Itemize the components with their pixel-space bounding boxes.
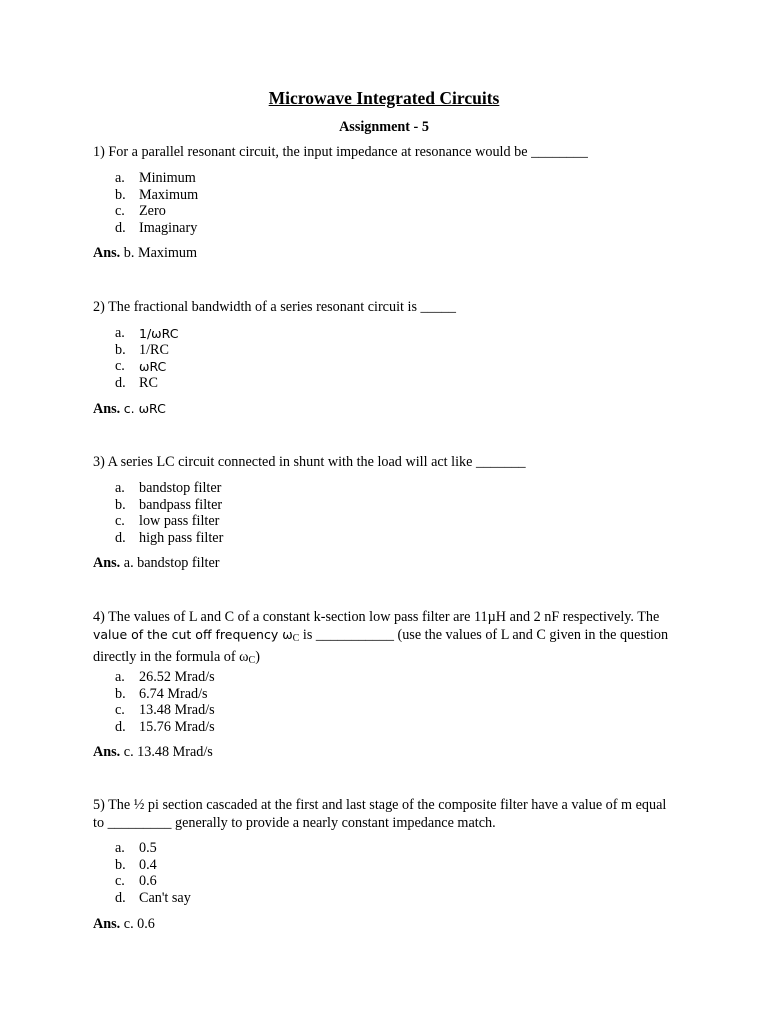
answer-text: a. bandstop filter xyxy=(123,555,220,571)
option-letter: d. xyxy=(115,219,126,236)
option-text: 1/ωRC xyxy=(139,326,179,341)
question-2-text: 2) The fractional bandwidth of a series resonant circuit is _____ xyxy=(93,299,456,315)
question-4-line-3-end: ) xyxy=(255,649,260,665)
option-letter: c. xyxy=(115,873,125,890)
answer-text: b. Maximum xyxy=(123,245,198,261)
option-d xyxy=(115,375,178,392)
option-letter: b. xyxy=(115,341,126,358)
option-text: high pass filter xyxy=(139,529,224,546)
option-letter: b. xyxy=(115,186,126,203)
option-letter: d. xyxy=(115,889,126,906)
question-3 xyxy=(93,453,693,571)
option-letter: c. xyxy=(115,358,125,375)
question-4-options xyxy=(115,669,215,735)
option-text: 15.76 Mrad/s xyxy=(139,718,215,735)
option-text: 13.48 Mrad/s xyxy=(139,702,215,719)
option-letter: a. xyxy=(115,325,125,341)
option-d xyxy=(115,530,223,547)
option-text: 26.52 Mrad/s xyxy=(139,669,215,685)
question-3-text: 3) A series LC circuit connected in shunt with the load will act like _______ xyxy=(93,454,526,470)
answer-label: Ans. xyxy=(93,245,121,261)
question-1-text: 1) For a parallel resonant circuit, the input impedance at resonance would be ________ xyxy=(93,144,588,160)
question-3-answer xyxy=(93,555,220,572)
option-c xyxy=(115,358,178,375)
answer-label: Ans. xyxy=(93,555,121,571)
option-a xyxy=(115,325,178,342)
option-text: bandpass filter xyxy=(139,496,223,513)
question-4-line-3-start: directly in the formula of ω xyxy=(93,649,249,665)
question-5-line-1: 5) The ½ pi section cascaded at the first and last stage of the composite filter have a value of m equal xyxy=(93,797,667,813)
question-4-text xyxy=(93,608,693,670)
option-b xyxy=(115,497,223,514)
option-d xyxy=(115,890,191,907)
question-4-line-2-end: is ___________ (use the values of L and C given in the question xyxy=(299,627,669,643)
option-b xyxy=(115,187,198,204)
option-letter: c. xyxy=(115,513,125,530)
option-a xyxy=(115,669,215,686)
subscript: C xyxy=(248,655,256,666)
option-text: 0.5 xyxy=(139,840,157,856)
question-4-line-2-start: value of the cut off frequency ω xyxy=(93,627,293,642)
option-letter: a. xyxy=(115,170,125,186)
option-text: 1/RC xyxy=(139,341,169,358)
question-5-answer xyxy=(93,916,155,933)
option-letter: b. xyxy=(115,685,126,702)
option-text: 0.4 xyxy=(139,856,157,873)
answer-text: c. 0.6 xyxy=(123,916,155,932)
question-2-answer xyxy=(93,400,166,418)
question-4-line-3 xyxy=(93,648,693,670)
option-text: Imaginary xyxy=(139,219,198,236)
question-5-line-2: to _________ generally to provide a nearly constant impedance match. xyxy=(93,815,496,831)
question-2-options xyxy=(115,325,178,391)
option-b xyxy=(115,686,215,703)
question-5-options xyxy=(115,840,191,906)
option-text: Minimum xyxy=(139,170,196,186)
option-letter: a. xyxy=(115,669,125,685)
answer-text: c. ωRC xyxy=(123,401,166,416)
question-2 xyxy=(93,298,693,417)
option-a xyxy=(115,170,198,187)
option-letter: c. xyxy=(115,702,125,719)
document-title: Microwave Integrated Circuits xyxy=(268,88,500,108)
option-letter: c. xyxy=(115,203,125,220)
option-text: Zero xyxy=(139,203,166,220)
answer-label: Ans. xyxy=(93,916,121,932)
option-text: 0.6 xyxy=(139,873,157,890)
question-4-line-1: 4) The values of L and C of a constant k-section low pass filter are 11µH and 2 nF respectively. The xyxy=(93,609,660,625)
option-a xyxy=(115,480,223,497)
answer-label: Ans. xyxy=(93,744,121,760)
question-4 xyxy=(93,608,693,760)
option-letter: a. xyxy=(115,480,125,496)
option-a xyxy=(115,840,191,857)
option-d xyxy=(115,220,198,237)
option-text: Can't say xyxy=(139,889,191,906)
option-text: 6.74 Mrad/s xyxy=(139,685,208,702)
question-1 xyxy=(93,143,693,261)
option-c xyxy=(115,873,191,890)
option-c xyxy=(115,702,215,719)
question-5-text xyxy=(93,796,693,832)
option-text: bandstop filter xyxy=(139,480,222,496)
question-4-line-2 xyxy=(93,626,693,648)
option-text: RC xyxy=(139,374,158,391)
option-c xyxy=(115,513,223,530)
option-letter: d. xyxy=(115,529,126,546)
subscript: C xyxy=(292,633,300,644)
option-b xyxy=(115,857,191,874)
option-b xyxy=(115,342,178,359)
question-1-options xyxy=(115,170,198,236)
option-text: ωRC xyxy=(139,359,167,375)
option-letter: b. xyxy=(115,496,126,513)
question-3-options xyxy=(115,480,223,546)
option-c xyxy=(115,203,198,220)
option-text: low pass filter xyxy=(139,513,220,530)
option-letter: d. xyxy=(115,718,126,735)
option-text: Maximum xyxy=(139,186,199,203)
question-4-answer xyxy=(93,744,213,761)
answer-label: Ans. xyxy=(93,401,121,417)
assignment-subtitle: Assignment - 5 xyxy=(339,119,429,135)
answer-text: c. 13.48 Mrad/s xyxy=(123,744,213,760)
option-letter: a. xyxy=(115,840,125,856)
option-d xyxy=(115,719,215,736)
option-letter: d. xyxy=(115,374,126,391)
question-1-answer xyxy=(93,245,197,262)
question-5 xyxy=(93,796,693,932)
option-letter: b. xyxy=(115,856,126,873)
